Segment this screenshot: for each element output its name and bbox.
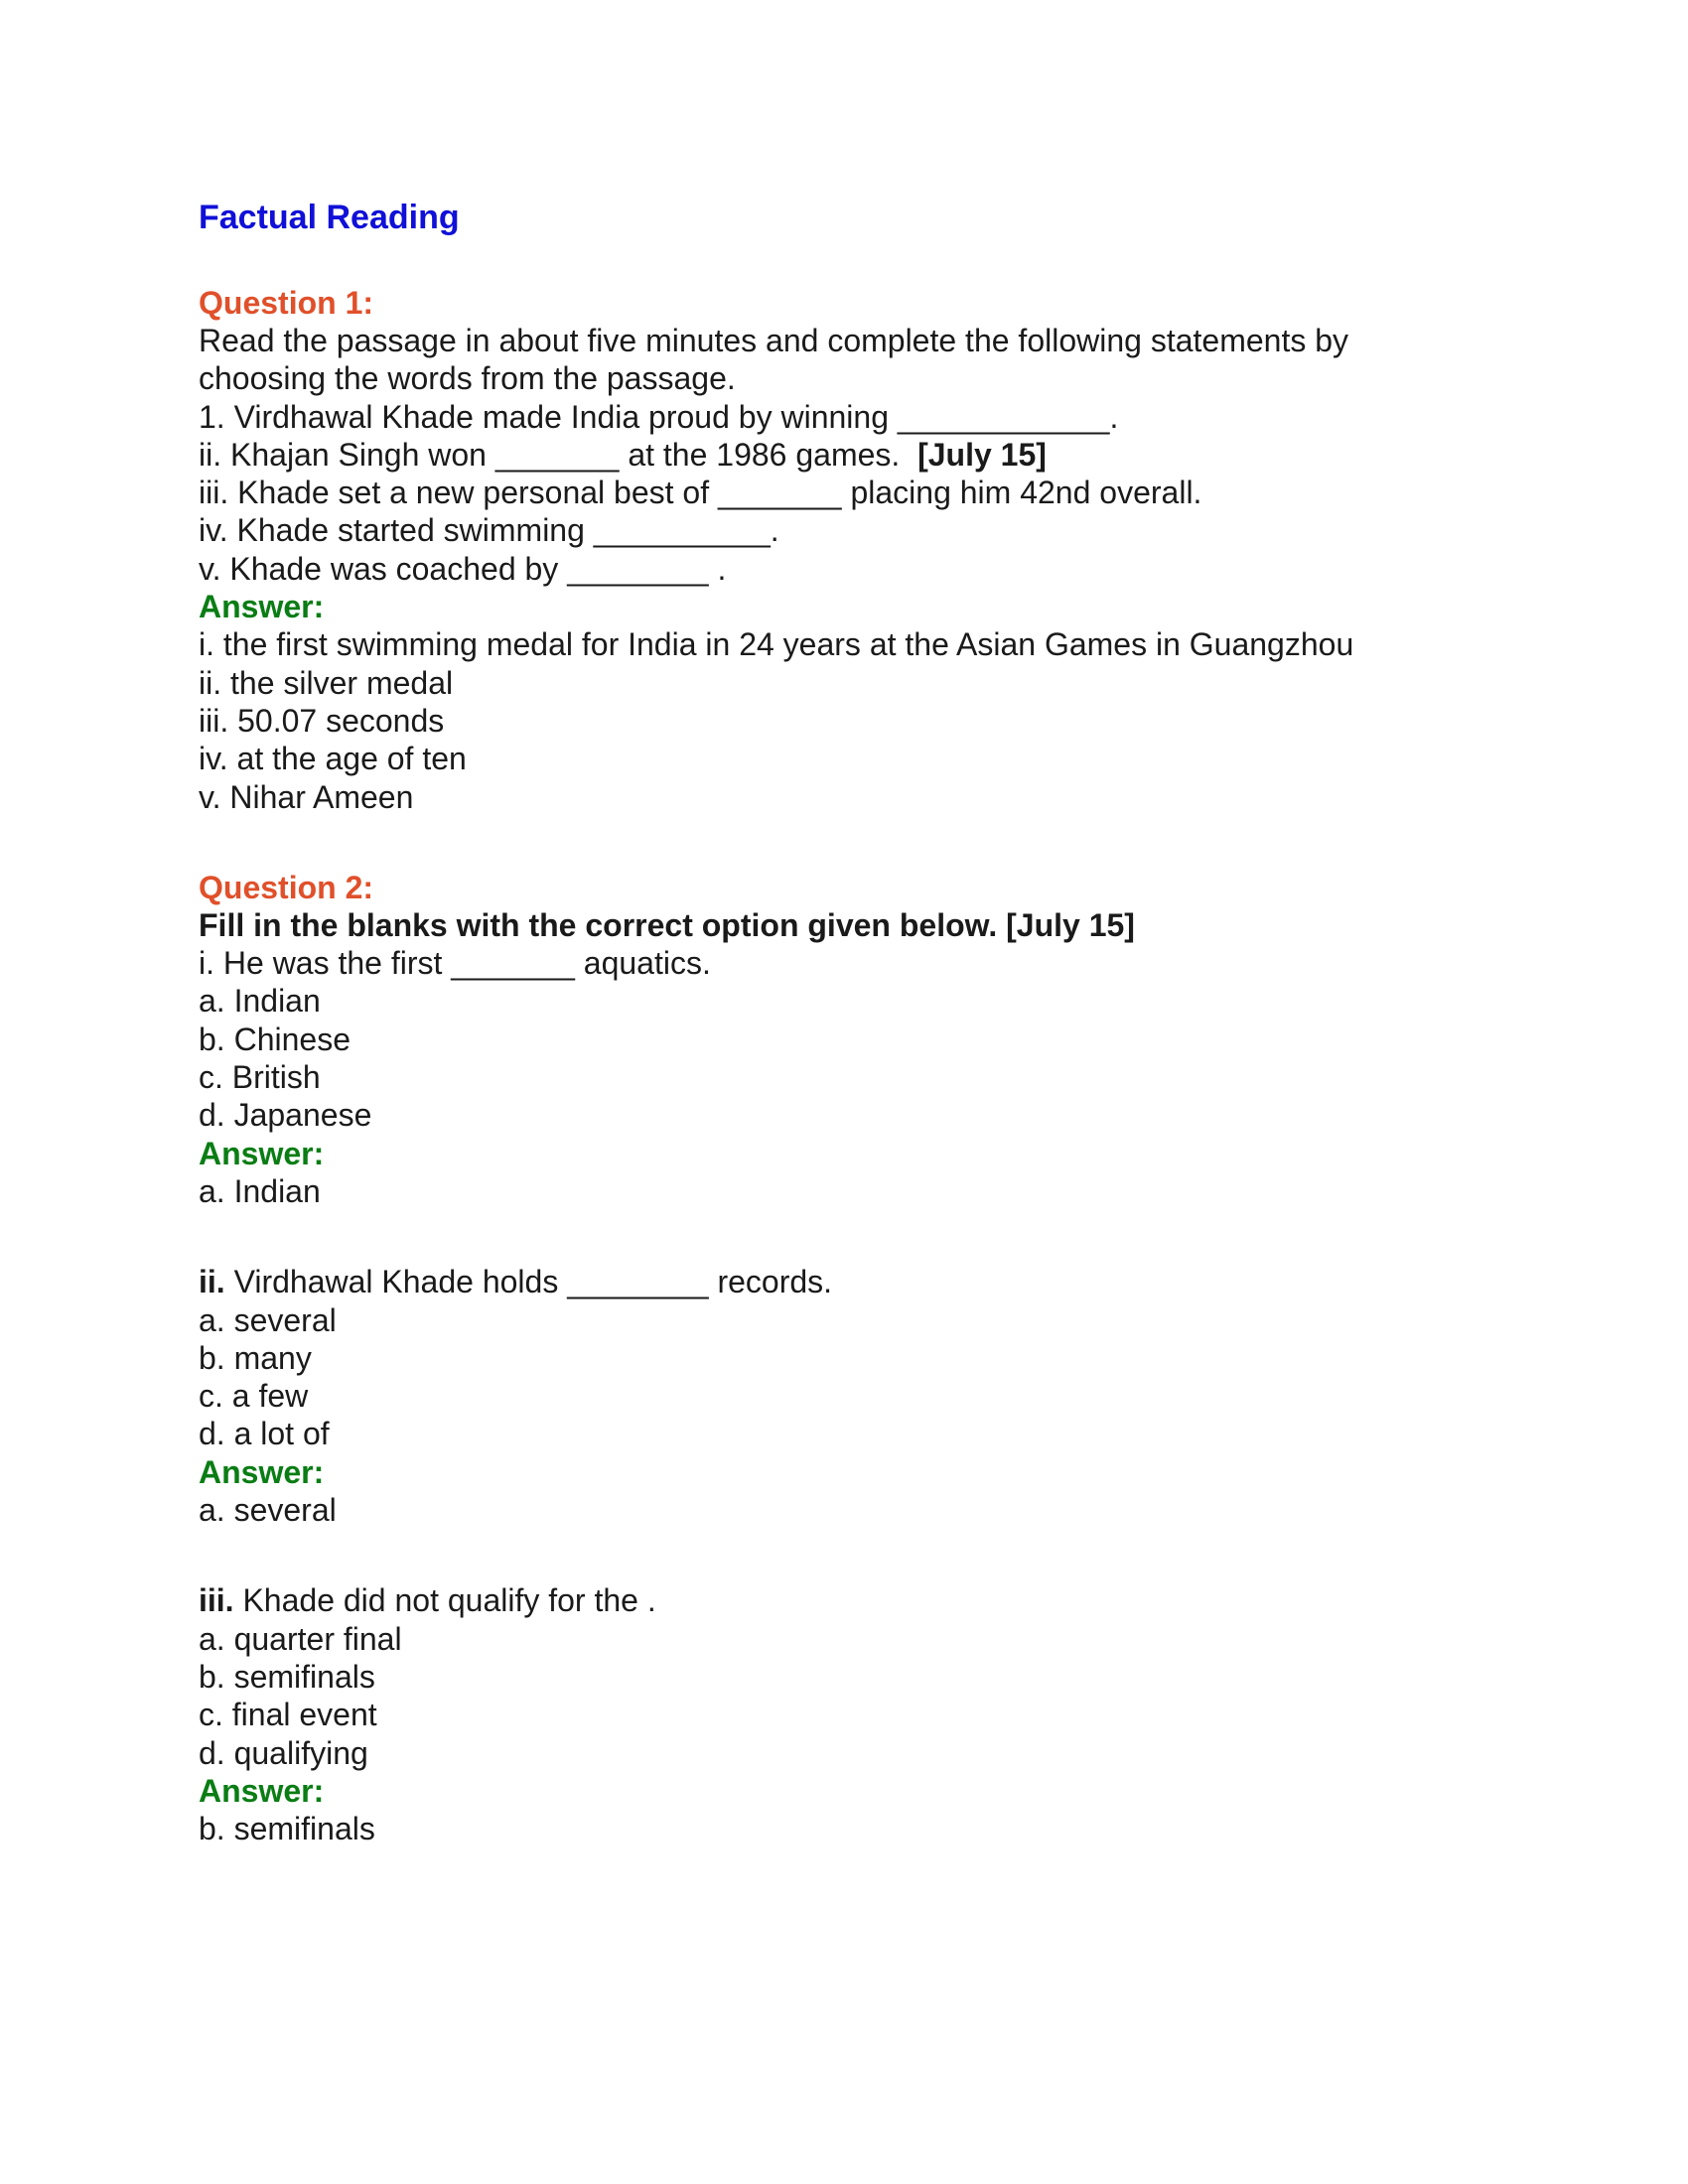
- mcq-number: iii.: [199, 1582, 234, 1619]
- mcq-item-2: [199, 1263, 1489, 1529]
- mcq-text: Virdhawal Khade holds ________ records.: [224, 1264, 833, 1300]
- mcq-option: a. several: [199, 1301, 337, 1338]
- mcq-option: b. semifinals: [199, 1658, 375, 1695]
- mcq-item-1: [199, 944, 1489, 1210]
- answer-line: a. Indian: [199, 1172, 321, 1209]
- answer-heading: Answer:: [199, 1135, 325, 1171]
- statement-5: v. Khade was coached by ________ .: [199, 550, 727, 587]
- mcq-option: a. quarter final: [199, 1620, 402, 1657]
- answer-heading: Answer:: [199, 1772, 325, 1809]
- mcq-text: Khade did not qualify for the .: [233, 1582, 656, 1619]
- statement-3: iii. Khade set a new personal best of _______ placing him 42nd overall.: [199, 475, 1202, 511]
- mcq-option: c. final event: [199, 1697, 377, 1733]
- mcq-option: d. a lot of: [199, 1416, 330, 1452]
- page-title: Factual Reading: [199, 199, 460, 236]
- mcq-question: [199, 1263, 1489, 1300]
- mcq-option: b. many: [199, 1339, 312, 1376]
- mcq-option: d. Japanese: [199, 1097, 372, 1134]
- question-1-heading: Question 1:: [199, 285, 374, 321]
- question-1: [199, 284, 1489, 816]
- statement-2: [199, 436, 1489, 474]
- mcq-text: He was the first _______ aquatics.: [214, 945, 711, 982]
- answer-heading: Answer:: [199, 1453, 325, 1490]
- mcq-option: c. British: [199, 1059, 321, 1096]
- question-1-instruction-line: choosing the words from the passage.: [199, 360, 736, 397]
- mcq-question: [199, 1581, 1489, 1619]
- answer-line: v. Nihar Ameen: [199, 778, 414, 815]
- question-1-instruction-line: Read the passage in about five minutes and complete the following statements by: [199, 323, 1349, 358]
- answer-line: a. several: [199, 1492, 337, 1529]
- mcq-question: [199, 944, 1489, 982]
- mcq-item-3: [199, 1581, 1489, 1847]
- document-page: [199, 195, 1489, 1847]
- date-tag: [July 15]: [917, 436, 1047, 473]
- mcq-option: c. a few: [199, 1378, 309, 1415]
- answer-line: iv. at the age of ten: [199, 741, 467, 777]
- statement-4: iv. Khade started swimming __________.: [199, 512, 779, 549]
- mcq-option: d. qualifying: [199, 1734, 368, 1771]
- statement-2-text: ii. Khajan Singh won _______ at the 1986 games.: [199, 436, 901, 473]
- mcq-option: b. Chinese: [199, 1021, 351, 1057]
- question-2-heading: Question 2:: [199, 869, 374, 905]
- answer-line: b. semifinals: [199, 1811, 375, 1847]
- mcq-number: i.: [199, 945, 214, 982]
- answer-heading: Answer:: [199, 589, 325, 625]
- answer-line: i. the first swimming medal for India in 24 years at the Asian Games in Guangzhou: [199, 626, 1354, 663]
- question-2-instruction: Fill in the blanks with the correct option given below. [July 15]: [199, 906, 1135, 943]
- answer-line: ii. the silver medal: [199, 664, 454, 701]
- mcq-option: a. Indian: [199, 983, 321, 1020]
- statement-1: 1. Virdhawal Khade made India proud by winning ____________.: [199, 398, 1119, 435]
- answer-line: iii. 50.07 seconds: [199, 702, 445, 739]
- question-2: [199, 869, 1489, 1848]
- mcq-number: ii.: [199, 1264, 225, 1300]
